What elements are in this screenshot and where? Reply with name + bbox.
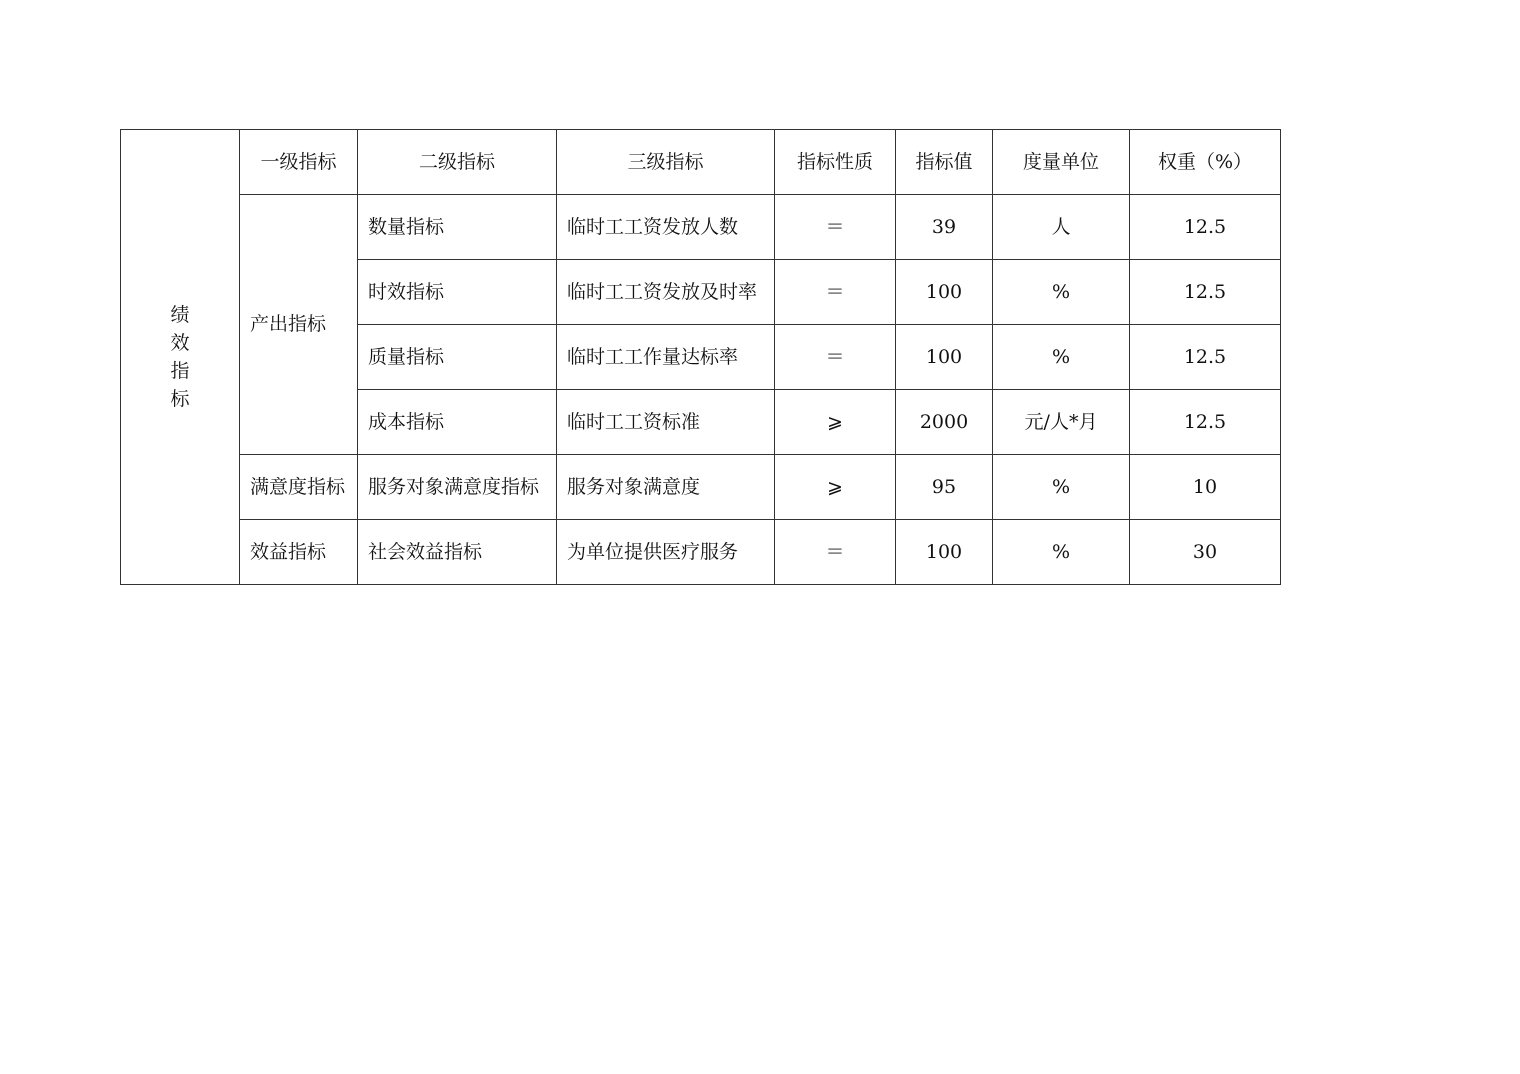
label-char: 标: [170, 388, 190, 410]
level2-cell: 社会效益指标: [358, 520, 557, 585]
header-nature: 指标性质: [775, 130, 896, 195]
weight-cell: 12.5: [1130, 390, 1281, 455]
unit-cell: %: [993, 520, 1130, 585]
value-cell: 100: [896, 260, 993, 325]
group-satisfaction: 满意度指标: [240, 455, 358, 520]
header-value: 指标值: [896, 130, 993, 195]
label-char: 绩: [170, 304, 190, 326]
level3-cell: 服务对象满意度: [557, 455, 775, 520]
table-row: [121, 520, 1281, 585]
header-level2: 二级指标: [358, 130, 557, 195]
group-output: 产出指标: [240, 195, 358, 455]
label-char: 效: [170, 332, 190, 354]
nature-cell: ＝: [775, 325, 896, 390]
nature-cell: ＝: [775, 260, 896, 325]
value-cell: 100: [896, 520, 993, 585]
value-cell: 2000: [896, 390, 993, 455]
level2-cell: 服务对象满意度指标: [358, 455, 557, 520]
table-row: [121, 455, 1281, 520]
table-header-row: [121, 130, 1281, 195]
performance-indicator-table: [120, 129, 1281, 585]
level2-cell: 成本指标: [358, 390, 557, 455]
performance-indicator-label: [121, 130, 240, 585]
header-unit: 度量单位: [993, 130, 1130, 195]
unit-cell: %: [993, 325, 1130, 390]
nature-cell: ⩾: [775, 455, 896, 520]
unit-cell: %: [993, 260, 1130, 325]
level2-cell: 质量指标: [358, 325, 557, 390]
weight-cell: 10: [1130, 455, 1281, 520]
level3-cell: 临时工工资发放人数: [557, 195, 775, 260]
nature-cell: ＝: [775, 195, 896, 260]
nature-cell: ⩾: [775, 390, 896, 455]
header-weight: 权重（%）: [1130, 130, 1281, 195]
unit-cell: 元/人*月: [993, 390, 1130, 455]
weight-cell: 30: [1130, 520, 1281, 585]
level3-cell: 为单位提供医疗服务: [557, 520, 775, 585]
level2-cell: 数量指标: [358, 195, 557, 260]
level3-cell: 临时工工资标准: [557, 390, 775, 455]
level3-cell: 临时工工资发放及时率: [557, 260, 775, 325]
unit-cell: 人: [993, 195, 1130, 260]
unit-cell: %: [993, 455, 1130, 520]
label-char: 指: [170, 360, 190, 382]
value-cell: 95: [896, 455, 993, 520]
weight-cell: 12.5: [1130, 195, 1281, 260]
level2-cell: 时效指标: [358, 260, 557, 325]
header-level3: 三级指标: [557, 130, 775, 195]
weight-cell: 12.5: [1130, 325, 1281, 390]
value-cell: 100: [896, 325, 993, 390]
weight-cell: 12.5: [1130, 260, 1281, 325]
nature-cell: ＝: [775, 520, 896, 585]
group-benefit: 效益指标: [240, 520, 358, 585]
value-cell: 39: [896, 195, 993, 260]
table-row: [121, 195, 1281, 260]
header-level1: 一级指标: [240, 130, 358, 195]
level3-cell: 临时工工作量达标率: [557, 325, 775, 390]
